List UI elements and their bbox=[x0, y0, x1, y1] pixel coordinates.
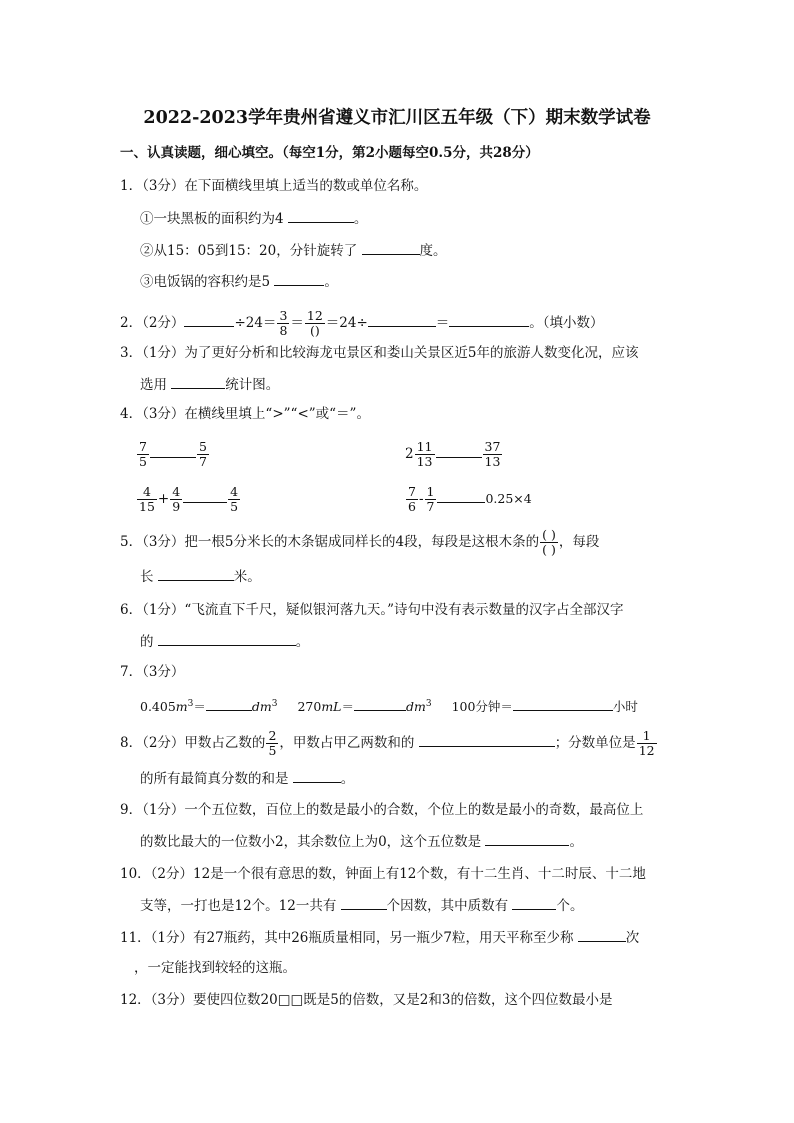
answer-blank[interactable] bbox=[183, 488, 227, 503]
fraction-blank[interactable]: $\frac{( )}{( )}$ bbox=[542, 527, 556, 557]
fraction: $\frac{7}{5}$ bbox=[139, 439, 147, 469]
question-11-line2: ，一定能找到较轻的这瓶。 bbox=[134, 960, 296, 976]
question-2: 2．（2分） ÷24＝ $\frac{3}{8}$ ＝ $\frac{12}{()}$ ＝24÷ ＝ 。（填小数） bbox=[120, 308, 604, 338]
answer-blank[interactable] bbox=[158, 566, 234, 581]
answer-blank[interactable] bbox=[341, 895, 387, 910]
fraction: $\frac{5}{7}$ bbox=[198, 439, 207, 469]
fraction: $\frac{4}{5}$ bbox=[230, 484, 239, 514]
answer-blank[interactable] bbox=[578, 927, 626, 942]
answer-blank[interactable] bbox=[354, 696, 406, 711]
fraction: $\frac{4}{9}$ bbox=[172, 484, 181, 514]
question-4-head: 4．（3分）在横线里填上“>”“<”或“＝”。 bbox=[120, 406, 370, 422]
question-10-line1: 10．（2分）12是一个很有意思的数，钟面上有12个数，有十二生肖、十二时辰、十二地 bbox=[120, 866, 646, 882]
answer-blank[interactable] bbox=[293, 768, 341, 783]
question-12-line1: 12．（3分）要使四位数20□□既是5的倍数，又是2和3的倍数，这个四位数最小是 bbox=[120, 992, 613, 1008]
compare-a bbox=[136, 436, 210, 472]
answer-blank[interactable] bbox=[512, 895, 556, 910]
compare-d: $\frac{7}{6}$ - $\frac{1}{7}$ 0.25×4 bbox=[408, 484, 532, 514]
answer-blank[interactable] bbox=[171, 374, 225, 389]
section-heading: 一、认真读题，细心填空。（每空1分，第2小题每空0.5分，共28分） bbox=[120, 145, 539, 161]
exam-title: 2022-2023学年贵州省遵义市汇川区五年级（下）期末数学试卷 bbox=[143, 108, 651, 128]
question-11-line1: 11．（1分）有27瓶药，其中26瓶质量相同，另一瓶少7粒，用天平称至少称 次 bbox=[120, 927, 639, 948]
fraction: $\frac{1}{12}$ bbox=[638, 728, 655, 758]
question-9-line2: 的数比最大的一位数小2，其余数位上为0，这个五位数是 。 bbox=[140, 831, 583, 852]
answer-blank[interactable] bbox=[206, 696, 252, 711]
answer-blank[interactable] bbox=[150, 443, 196, 458]
question-1b: ②从15：05到15：20，分针旋转了 度。 bbox=[140, 240, 447, 261]
question-1c: ③电饭锅的容积约是5 。 bbox=[140, 271, 338, 292]
answer-blank[interactable] bbox=[437, 488, 485, 503]
compare-c: $\frac{4}{15}$ + $\frac{4}{9}$ $\frac{4}{5}$ bbox=[139, 484, 239, 514]
fraction: $\frac{7}{6}$ bbox=[408, 484, 416, 514]
answer-blank[interactable] bbox=[288, 208, 354, 223]
fraction: $\frac{2}{5}$ bbox=[268, 728, 277, 758]
fraction: $\frac{4}{15}$ bbox=[139, 484, 155, 514]
question-8-line1: 8．（2分）甲数占乙数的 $\frac{2}{5}$ ，甲数占甲乙两数和的 ；分数单位是 $\frac{1}{12}$ bbox=[120, 728, 655, 758]
question-7-items: $0.405m^3= dm^3$ $270mL= dm^3$ 100分钟＝ 小时 bbox=[140, 694, 638, 717]
answer-blank[interactable] bbox=[362, 240, 420, 255]
question-3-line2: 选用 统计图。 bbox=[140, 374, 279, 395]
question-7-head: 7．（3分） bbox=[120, 664, 185, 680]
answer-blank[interactable] bbox=[419, 732, 555, 747]
fraction: $\frac{11}{13}$ bbox=[416, 439, 433, 469]
question-6-line2: 的 。 bbox=[140, 631, 309, 652]
compare-b: 2 $\frac{11}{13}$ $\frac{37}{13}$ bbox=[405, 439, 501, 469]
question-3-line1: 3．（1分）为了更好分析和比较海龙屯景区和娄山关景区近5年的旅游人数变化况，应该 bbox=[120, 345, 639, 361]
answer-blank[interactable] bbox=[274, 271, 324, 286]
question-10-line2: 支等，一打也是12个。12一共有 个因数，其中质数有 个。 bbox=[140, 895, 583, 916]
fraction: $\frac{37}{13}$ bbox=[484, 439, 501, 469]
question-8-line2: 的所有最简真分数的和是 。 bbox=[140, 768, 354, 789]
fraction: $\frac{12}{()}$ bbox=[306, 308, 323, 338]
question-1a: ①一块黑板的面积约为4 。 bbox=[140, 208, 367, 229]
answer-blank[interactable] bbox=[449, 312, 529, 327]
question-5-line1: 5．（3分）把一根5分米长的木条锯成同样长的4段，每段是这根木条的 $\frac{( )}{( )}$ ，每段 bbox=[120, 527, 600, 557]
answer-blank[interactable] bbox=[513, 696, 613, 711]
answer-blank[interactable] bbox=[485, 831, 569, 846]
fraction: $\frac{3}{8}$ bbox=[279, 308, 288, 338]
fraction: $\frac{1}{7}$ bbox=[426, 484, 435, 514]
answer-blank[interactable] bbox=[436, 443, 482, 458]
question-5-line2: 长 米。 bbox=[140, 566, 261, 587]
question-1-head: 1．（3分）在下面横线里填上适当的数或单位名称。 bbox=[120, 178, 428, 194]
answer-blank[interactable] bbox=[184, 312, 234, 327]
question-6-line1: 6．（1分）“飞流直下千尺，疑似银河落九天。”诗句中没有表示数量的汉字占全部汉字 bbox=[120, 602, 624, 618]
answer-blank[interactable] bbox=[368, 312, 436, 327]
answer-blank[interactable] bbox=[158, 631, 296, 646]
question-9-line1: 9．（1分）一个五位数，百位上的数是最小的合数，个位上的数是最小的奇数，最高位上 bbox=[120, 802, 644, 818]
